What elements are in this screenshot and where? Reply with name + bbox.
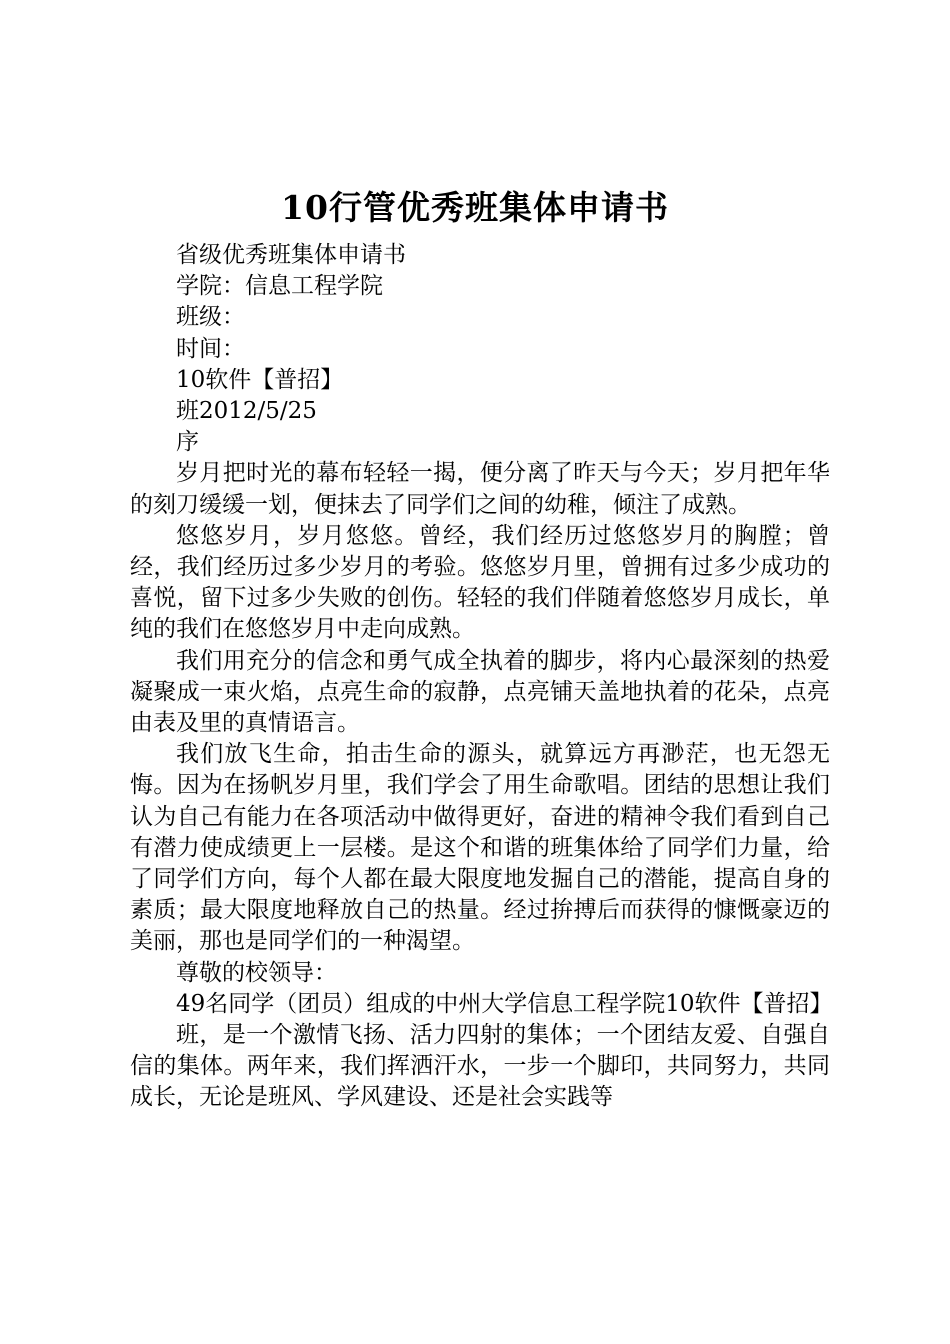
paragraph-4: 我们放飞生命，拍击生命的源头，就算远方再渺茫，也无怨无悔。因为在扬帆岁月里，我们学会了用生命歌唱。团结的思想让我们认为自己有能力在各项活动中做得更好，奋进的精神令我们看到自己有潜力使成绩更上一层楼。是这个和谐的班集体给了同学们力量，给了同学们方向，每个人都在最大限度地发掘自己的潜能，提高自身的素质；最大限度地释放自己的热量。经过拚搏后而获得的慷慨豪迈的美丽，那也是同学们的一种渴望。 [130, 741, 830, 955]
paragraph-6: 49名同学（团员）组成的中州大学信息工程学院10软件【普招】 [176, 990, 833, 1017]
line-class: 班级： [176, 304, 245, 331]
line-preface: 序 [176, 429, 199, 456]
line-date: 班2012/5/25 [176, 398, 317, 425]
line-college: 学院：信息工程学院 [176, 273, 383, 300]
document-title: 10行管优秀班集体申请书 [281, 188, 669, 227]
paragraph-salutation: 尊敬的校领导： [176, 959, 337, 986]
line-class-name: 10软件【普招】 [176, 366, 344, 393]
paragraph-3: 我们用充分的信念和勇气成全执着的脚步，将内心最深刻的热爱凝聚成一束火焰，点亮生命的寂静，点亮铺天盖地执着的花朵，点亮由表及里的真情语言。 [130, 647, 830, 737]
paragraph-7: 班，是一个激情飞扬、活力四射的集体；一个团结友爱、自强自信的集体。两年来，我们挥洒汗水，一步一个脚印，共同努力，共同成长，无论是班风、学风建设、还是社会实践等 [130, 1022, 830, 1111]
paragraph-1: 岁月把时光的幕布轻轻一揭，便分离了昨天与今天；岁月把年华的刻刀缓缓一划，便抹去了同学们之间的幼稚，倾注了成熟。 [130, 460, 830, 518]
paragraph-2: 悠悠岁月，岁月悠悠。曾经，我们经历过悠悠岁月的胸膛；曾经，我们经历过多少岁月的考验。悠悠岁月里，曾拥有过多少成功的喜悦，留下过多少失败的创伤。轻轻的我们伴随着悠悠岁月成长，单纯的我们在悠悠岁月中走向成熟。 [130, 522, 830, 643]
line-subtitle: 省级优秀班集体申请书 [176, 242, 406, 268]
line-time: 时间： [176, 335, 245, 362]
document-body [130, 240, 833, 1114]
